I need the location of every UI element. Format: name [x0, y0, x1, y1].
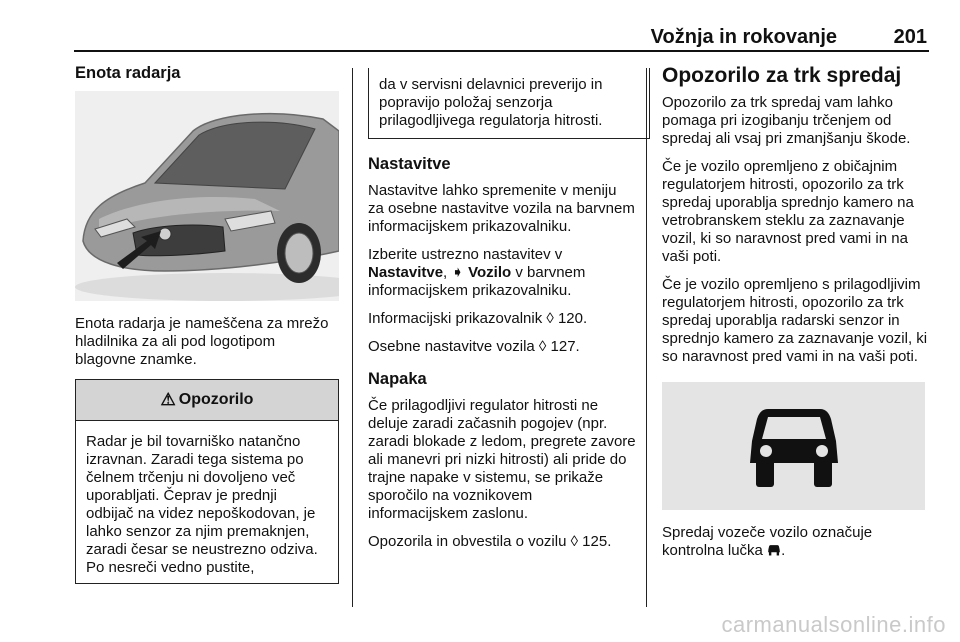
header-rule	[74, 50, 929, 52]
section-heading: Opozorilo za trk spredaj	[662, 64, 902, 87]
car-illustration	[75, 91, 339, 301]
column-1	[75, 58, 339, 584]
section-heading: Napaka	[368, 370, 427, 388]
menu-item-vehicle: Vozilo	[468, 264, 512, 281]
paragraph: Če je vozilo opremljeno s prilagodljivim regulatorjem hitrosti, opozorilo za trk spredaj uporablja radarski senzor in sprednjo kamero za zaznavanje vozil, ki so naravnost pred vami in na vaši poti.	[662, 276, 928, 365]
paragraph: Če prilagodljivi regulator hitrosti ne deluje zaradi začasnih pogojev (npr. zaradi blokade z ledom, pregrete zavore ali manevri pri nizki hitrosti) ali pride do trajne napake v sistemu, se prikaže sporočilo na voznikovem informacijskem zaslonu.	[368, 397, 636, 522]
column-3	[662, 64, 932, 570]
text: .	[781, 542, 786, 559]
warning-title: Opozorilo	[178, 391, 254, 408]
cross-reference: Informacijski prikazovalnik ◊ 120.	[368, 310, 588, 327]
paragraph	[368, 246, 636, 300]
text: v barvnem informacijskem prikazovalniku.	[368, 264, 586, 299]
car-radar-image	[75, 91, 339, 301]
page-number: 201	[893, 26, 927, 48]
column-divider	[646, 68, 647, 607]
warning-box	[75, 379, 339, 584]
text: Spredaj vozeče vozilo označuje kontrolna lučka	[662, 524, 873, 559]
warning-box-continued: da v servisni delavnici preverijo in popravijo položaj senzorja prilagodljivega regulatorja hitrosti.	[368, 68, 650, 139]
text: Izberite ustrezno nastavitev v	[368, 246, 563, 263]
section-heading: Nastavitve	[368, 155, 451, 173]
paragraph: Enota radarja je nameščena za mrežo hladilnika za ali pod logotipom blagovne znamke.	[75, 315, 329, 368]
menu-item-settings: Nastavitve	[368, 264, 444, 281]
section-heading: Enota radarja	[75, 64, 181, 82]
cross-reference: Osebne nastavitve vozila ◊ 127.	[368, 338, 580, 355]
vehicle-ahead-icon	[746, 401, 842, 491]
warning-body: Radar je bil tovarniško natančno izravnan. Zaradi tega sistema po čelnem trčenju ni dovoljeno več uporabljati. Čeprav je prednji odbijač na videz nepoškodovan, je lahko senzor za njim premaknjen, zaradi česar se neustrezno odziva. Po nesreči vedno pustite,	[86, 433, 318, 576]
warning-header	[76, 380, 338, 421]
menu-separator: , ➧	[443, 264, 469, 281]
chapter-title: Vožnja in rokovanje	[650, 26, 837, 48]
vehicle-ahead-inline-icon	[767, 544, 781, 556]
paragraph: Če je vozilo opremljeno z običajnim regulatorjem hitrosti, opozorilo za trk spredaj uporablja sprednjo kamero na vetrobranskem steklu za zaznavanje vozil, ki so naravnost pred vami in na vaši poti.	[662, 158, 914, 265]
column-2	[368, 68, 636, 561]
column-divider	[352, 68, 353, 607]
page-header	[74, 26, 929, 48]
vehicle-ahead-icon-box	[662, 382, 925, 510]
paragraph	[662, 524, 932, 560]
paragraph: Nastavitve lahko spremenite v meniju za osebne nastavitve vozila na barvnem informacijskem prikazovalniku.	[368, 182, 635, 235]
cross-reference: Opozorila in obvestila o vozilu ◊ 125.	[368, 533, 612, 550]
watermark: carmanualsonline.info	[721, 612, 946, 637]
warning-triangle-icon: ⚠	[160, 390, 176, 409]
paragraph: Opozorilo za trk spredaj vam lahko pomaga pri izogibanju trčenjem od spredaj ali vsaj pri zmanjšanju škode.	[662, 94, 911, 147]
